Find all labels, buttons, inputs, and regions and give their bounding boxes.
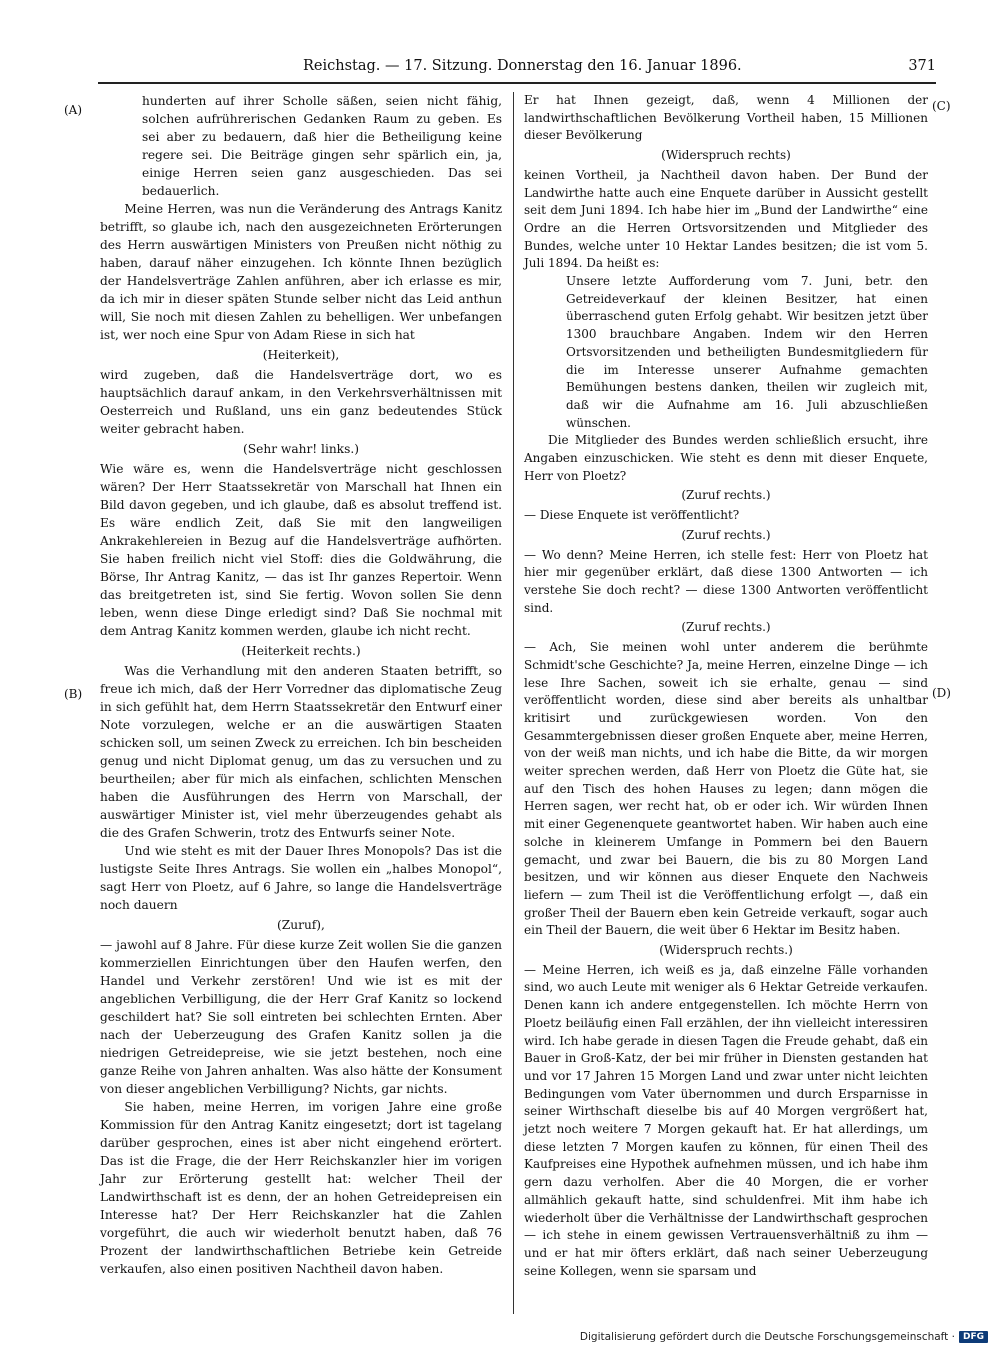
- left-paragraph: wird zugeben, daß die Handelsverträge dort, wo es hauptsächlich darauf ankam, in den Verkehrsverhältnissen mit Oesterreich und Rußland, uns ein ganz bedeutendes Stück weiter gebracht haben.: [100, 368, 502, 436]
- right-paragraph: keinen Vortheil, ja Nachtheil davon haben. Der Bund der Landwirthe hatte auch eine Enquete darüber in Aussicht gestellt seit dem Juni 1894. Ich habe hier im „Bund der Landwirthe“ eine Ordre an die Herren Ortsvorsitzenden und Mitglieder des Bundes, welche unter 10 Hektar Landes besitzen; die ist vom 5. Juli 1894. Da heißt es:: [524, 167, 928, 271]
- margin-mark-b: (B): [64, 687, 83, 701]
- left-paragraph: Wie wäre es, wenn die Handelsverträge nicht geschlossen wären? Der Herr Staatssekretär von Marschall hat Ihnen ein Bild davon gegeben, und ich glaube, daß es absolut treffend ist. Es wäre endlich Zeit, daß Sie mit den langweiligen Ankrakehlereien in Bezug auf die Handelsverträge aufhörten. Sie haben freilich nicht viel Stoff: dies die Goldwährung, die Börse, Ihr Antrag Kanitz, — das ist Ihr ganzes Repertoir. Wenn das breitgetreten ist, sind Sie fertig. Wovon sollen Sie denn leben, wenn diese Dinge erledigt sind? Daß Sie nochmal mit dem Antrag Kanitz kommen werden, glaube ich nicht recht.: [100, 462, 502, 638]
- right-paragraph: Er hat Ihnen gezeigt, daß, wenn 4 Millionen der landwirthschaftlichen Bevölkerung Vortheil haben, 15 Millionen dieser Bevölkerung: [524, 93, 928, 143]
- left-interjection: (Sehr wahr! links.): [243, 442, 359, 456]
- right-interjection: (Widerspruch rechts.): [659, 943, 793, 958]
- margin-mark-d: (D): [932, 686, 951, 700]
- dfg-logo-icon: DFG: [959, 1331, 988, 1343]
- left-interjection: (Zuruf),: [277, 918, 325, 932]
- left-paragraph: hunderten auf ihrer Scholle säßen, seien nicht fähig, solchen aufrührerischen Gedanken Raum zu geben. Es sei aber zu bedauern, daß hier die Betheiligung keine regere sei. Die Beiträge gingen sehr spärlich ein, ja, einige Herren seien ganz ausgeschieden. Das sei bedauerlich.: [142, 94, 502, 198]
- footer: [580, 1331, 988, 1343]
- right-column: [524, 92, 928, 1280]
- running-title: Reichstag. — 17. Sitzung. Donnerstag den 16. Januar 1896.: [303, 58, 742, 74]
- header-rule: [98, 82, 936, 84]
- left-interjection: (Heiterkeit),: [262, 348, 340, 362]
- left-interjection: (Heiterkeit rechts.): [241, 644, 361, 658]
- right-paragraph: Unsere letzte Aufforderung vom 7. Juni, betr. den Getreideverkauf der kleinen Besitzer, hat einen überraschend guten Erfolg gehabt. Wir besitzen jetzt über 1300 brauchbare Angaben. Indem wir den Herren Ortsvorsitzenden und betheiligten Bundesmitgliedern für die im Interesse unserer Aufnahme gemachten Bemühungen bestens danken, theilen wir zugleich mit, daß wir die Aufnahme am 16. Juli abzuschließen wünschen.: [566, 274, 928, 430]
- left-paragraph: Was die Verhandlung mit den anderen Staaten betrifft, so freue ich mich, daß der Herr Vorredner das diplomatische Zeug in sich gefühlt hat, dem Herrn Staatssekretär den Entwurf einer Note vorzulegen, welche er an die auswärtigen Staaten schicken soll, um seinen Zweck zu erreichen. Ich bin bescheiden genug und nicht Diplomat genug, um das zu versuchen und zu beurtheilen; aber für mich als einfachen, schlichten Menschen haben die Ausführungen des Herrn von Marschall, der auswärtiger Minister ist, viel mehr überzeugendes gehabt als die des Grafen Schwerin, trotz des Entwurfs seiner Note.: [100, 664, 502, 840]
- right-interjection: (Zuruf rechts.): [681, 527, 771, 542]
- page-header: [98, 58, 936, 80]
- right-paragraph: — Diese Enquete ist veröffentlicht?: [524, 508, 740, 523]
- margin-mark-c: (C): [932, 99, 951, 113]
- left-paragraph: — jawohl auf 8 Jahre. Für diese kurze Zeit wollen Sie die ganzen kommerziellen Einrichtungen über den Haufen werfen, den Handel und Verkehr zerstören! Und wie ist es mit der angeblichen Verbilligung, die der Herr Graf Kanitz so lockend geschildert hat? Sie soll eintreten bei schlechten Ernten. Aber nach der Ueberzeugung des Grafen Kanitz sollen ja die niedrigen Getreidepreise, wie sie jetzt bestehen, noch eine ganze Reihe von Jahren anhalten. Was also hätte der Konsument von dieser angeblichen Verbilligung? Nichts, gar nichts.: [100, 938, 502, 1096]
- left-column: [100, 92, 502, 1278]
- left-paragraph: Sie haben, meine Herren, im vorigen Jahre eine große Kommission für den Antrag Kanitz eingesetzt; dort ist tagelang darüber gesprochen, eines ist aber nicht eingehend erörtert. Das ist die Frage, die der Herr Reichskanzler hier im vorigen Jahr zur Erörterung gestellt hat: welcher Theil der Landwirthschaft ist es denn, der an hohen Getreidepreisen ein Interesse hat? Der Herr Reichskanzler hat die Zahlen vorgeführt, die auch wir wiederholt benutzt haben, daß 76 Prozent der landwirthschaftlichen Betriebe kein Getreide verkaufen, also einen positiven Nachtheil davon haben.: [100, 1100, 502, 1276]
- right-interjection: (Widerspruch rechts): [661, 148, 791, 163]
- margin-mark-a: (A): [64, 103, 83, 117]
- column-divider: [513, 92, 514, 1314]
- right-interjection: (Zuruf rechts.): [681, 488, 771, 503]
- right-paragraph: — Ach, Sie meinen wohl unter anderem die berühmte Schmidt'sche Geschichte? Ja, meine Herren, einzelne Dinge — ich lese Ihre Sachen, soweit ich sie erhalte, genau — sind veröffentlicht worden, diese sind aber bereits als unhaltbar kritisirt und zurückgewiesen worden. Von den Gesammtergebnissen dieser großen Enquete aber, meine Herren, von der weiß man nichts, und ich habe die Bitte, da wir morgen weiter sprechen werden, daß Herr von Ploetz die Güte hat, sie auf den Tisch des hohen Hauses zu legen; dann mögen die Herren sagen, wer recht hat, ob er oder ich. Wir würden Ihnen mit einer Gegenenquete geantwortet haben. Wir haben auch eine solche in kleinerem Umfange in Pommern bei den Bauern gemacht, und zwar bei Bauern, die bis zu 80 Morgen Land besitzen, und wir können aus dieser Enquete den Nachweis liefern — zum Theil ist die Veröffentlichung erfolgt —, daß ein großer Theil der Bauern eben kein Getreide verkauft, sogar auch ein Theil der Bauern, die weit über 6 Hektar im Besitz haben.: [524, 640, 928, 938]
- right-paragraph: — Meine Herren, ich weiß es ja, daß einzelne Fälle vorhanden sind, wo auch Leute mit weniger als 6 Hektar Getreide verkaufen. Denen kann ich andere entgegenstellen. Ich möchte Herrn von Ploetz beiläufig einen Fall erzählen, der ihn vielleicht interessiren wird. Ich habe gerade in diesen Tagen die Freude gehabt, daß ein Bauer in Groß-Katz, der bei mir früher in Diensten gestanden hat und vor 17 Jahren 15 Morgen Land und zwar unter nicht leichten Bedingungen vom Vater übernommen und durch Ersparnisse in seiner Wirthschaft dieselbe bis auf 40 Morgen vergrößert hat, jetzt noch weitere 7 Morgen gekauft hat. Er hat allerdings, um diese letzten 7 Morgen kaufen zu können, für einen Theil des Kaufpreises eine Hypothek aufnehmen müssen, und ich habe ihm gern dazu verholfen. Aber die 40 Morgen, die er vorher allmählich gekauft hatte, sind schuldenfrei. Mit ihm habe ich wiederholt über die Verhältnisse der Landwirthschaft gesprochen — ich stehe in einem gewissen Vertrauensverhältniß zu ihm — und er hat mir öfters erklärt, daß nach seiner Ueberzeugung seine Kollegen, wenn sie sparsam und: [524, 962, 928, 1278]
- page-number: 371: [908, 58, 936, 74]
- right-paragraph: Die Mitglieder des Bundes werden schließlich ersucht, ihre Angaben einzuschicken. Wie steht es denn mit dieser Enquete, Herr von Ploetz?: [524, 433, 928, 483]
- right-interjection: (Zuruf rechts.): [681, 620, 771, 635]
- left-paragraph: Meine Herren, was nun die Veränderung des Antrags Kanitz betrifft, so glaube ich, nach den ausgezeichneten Erörterungen des Herrn auswärtigen Ministers von Preußen nicht nöthig zu haben, darauf näher einzugehen. Ich könnte Ihnen bezüglich der Handelsverträge Zahlen anführen, aber ich erlasse es mir, da ich mir in dieser späten Stunde selber nicht das Leid anthun will, Sie noch mit diesen Zahlen zu behelligen. Wer unbefangen ist, wer noch eine Spur von Adam Riese in sich hat: [100, 202, 502, 342]
- funding-note: Digitalisierung gefördert durch die Deutsche Forschungsgemeinschaft ·: [579, 1331, 955, 1343]
- left-paragraph: Und wie steht es mit der Dauer Ihres Monopols? Das ist die lustigste Seite Ihres Antrags. Sie wollen ein „halbes Monopol“, sagt Herr von Ploetz, auf 6 Jahre, so lange die Handelsverträge noch dauern: [100, 844, 502, 912]
- right-paragraph: — Wo denn? Meine Herren, ich stelle fest: Herr von Ploetz hat hier mir gegenüber erklärt, daß diese 1300 Antworten — ich verstehe Sie doch recht? — diese 1300 Antworten veröffentlicht sind.: [524, 547, 928, 615]
